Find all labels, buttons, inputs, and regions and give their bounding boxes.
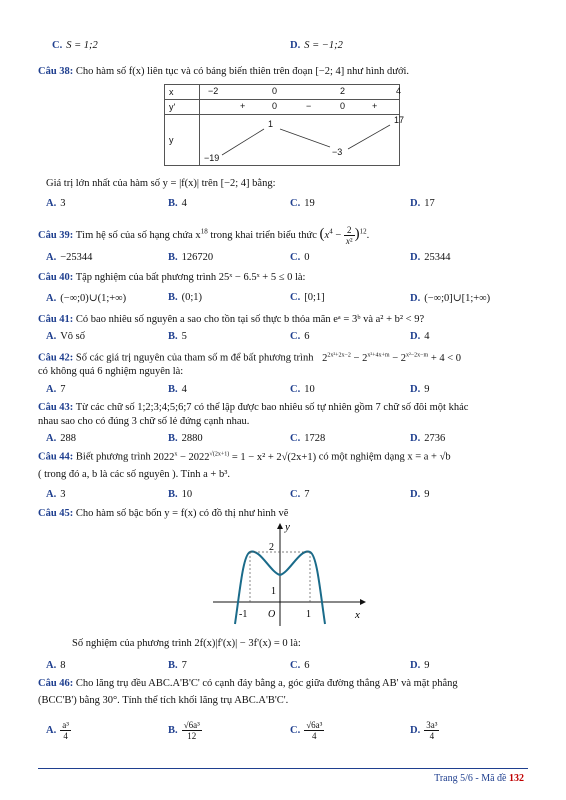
q44-option-a: A. 3 (46, 489, 66, 500)
q41-option-c: C. 6 (290, 331, 310, 342)
q39-text: Câu 39: Tìm hệ số của số hạng chứa $x^{18}$ trong khai triển biểu thức ($x^4$ − $\frac{2}{\text{x²}}$ )$^{12}$. (38, 225, 370, 246)
q41-option-d: D. 4 (410, 331, 430, 342)
q41-option-b: B. 5 (168, 331, 187, 342)
prev-option-c: C. S = 1;2 (52, 40, 98, 51)
table-yp-label: y' (165, 100, 200, 115)
q41-option-a: A. Vô số (46, 331, 86, 342)
q38-text: Câu 38: Cho hàm số f(x) liên tục và có bảng biến thiên trên đoạn [−2; 4] như hình dưới. (38, 66, 410, 77)
q44-option-b: B. 10 (168, 489, 193, 500)
q40-option-d: D. (−∞;0]∪[1;+∞) (410, 293, 491, 304)
q40-option-b: B. (0;1) (168, 292, 203, 303)
q45-option-b: B. 7 (168, 660, 187, 671)
q40-option-c: C. [0;1] (290, 292, 325, 303)
q44-text2: ( trong đó a, b là các số nguyên ). Tính a + b³. (38, 469, 230, 480)
q42-option-c: C. 10 (290, 384, 315, 395)
x-label: x (355, 609, 360, 621)
q38-option-a: A. 3 (46, 198, 66, 209)
q40-option-a: A. (−∞;0)∪(1;+∞) (46, 293, 127, 304)
q44-option-d: D. 9 (410, 489, 430, 500)
q38-option-c: C. 19 (290, 198, 315, 209)
q46-option-c: C. $\frac{\text{√6a³}}{4}$ (290, 720, 323, 741)
q46-text2: (BCC'B') bằng 30°. Tính thể tích khối lăng trụ ABC.A'B'C'. (38, 695, 289, 706)
q43-option-d: D. 2736 (410, 433, 446, 444)
q39-option-b: B. 126720 (168, 252, 214, 263)
origin-label: O (268, 609, 276, 620)
q46-option-b: B. $\frac{\text{√6a³}}{12}$ (168, 720, 200, 741)
table-y-label: y (165, 115, 200, 166)
variation-arrows (200, 115, 410, 165)
q43-text: Câu 43: Từ các chữ số 1;2;3;4;5;6;7 có thể lập được bao nhiêu số tự nhiên gồm 7 chữ số đôi một khác (38, 402, 469, 413)
q45-option-c: C. 6 (290, 660, 310, 671)
q43-option-c: C. 1728 (290, 433, 326, 444)
q44-option-c: C. 7 (290, 489, 310, 500)
q38-question: Giá trị lớn nhất của hàm số y = |f(x)| trên [−2; 4] bằng: (46, 178, 276, 189)
q46-option-d: D. $\frac{\text{3a³}}{4}$ (410, 720, 438, 741)
prev-option-d: D. S = −1;2 (290, 40, 343, 51)
q41-text: Câu 41: Có bao nhiêu số nguyên a sao cho tồn tại số thực b thỏa mãn eᵃ = 3ᵇ và a² + b² < 9? (38, 314, 425, 325)
q40-text: Câu 40: Tập nghiệm của bất phương trình 25ˣ − 6.5ˣ + 5 ≤ 0 là: (38, 272, 306, 283)
q42-text2: có không quá 6 nghiệm nguyên là: (38, 366, 184, 377)
variation-table: x −2 0 2 4 y' + 0 − 0 + y −19 1 −3 17 (164, 84, 400, 166)
q44-equation: $2022^x - 2022^{√(2x+1)} = 1 - x^2 + 2√(2x+1)$ (153, 451, 317, 463)
q45-question: Số nghiệm của phương trình 2f(x)|f'(x)| − 3f'(x) = 0 là: (72, 638, 301, 649)
q43-option-a: A. 288 (46, 433, 76, 444)
y-label: y (285, 521, 290, 533)
q42-option-b: B. 4 (168, 384, 187, 395)
page-footer: Trang 5/6 - Mã đề 132 (434, 773, 524, 784)
table-x-label: x (165, 85, 200, 100)
q39-option-d: D. 25344 (410, 252, 451, 263)
q42-text: Câu 42: Số các giá trị nguyên của tham số m để bất phương trình $2^{2x^2+2x-2} - 2^{x^2+4x+m} - 2^{x^2-2x-m} + 4 < 0$ (38, 352, 462, 364)
q43-option-b: B. 2880 (168, 433, 203, 444)
q43-text2: nhau sao cho có đúng 3 chữ số lẻ đứng cạnh nhau. (38, 416, 250, 427)
q45-text: Câu 45: Cho hàm số bậc bốn y = f(x) có đồ thị như hình vẽ (38, 508, 289, 519)
tick-1x: 1 (306, 609, 311, 620)
tick-2y: 2 (269, 542, 274, 553)
q46-text: Câu 46: Cho lăng trụ đều ABC.A'B'C' có cạnh đáy bằng a, góc giữa đường thẳng AB' và mặt phẳng (38, 678, 458, 689)
tick-neg1: -1 (239, 609, 248, 620)
q42-option-d: D. 9 (410, 384, 430, 395)
quartic-graph (205, 520, 375, 630)
q45-option-a: A. 8 (46, 660, 66, 671)
footer-rule (38, 768, 528, 769)
q38-option-b: B. 4 (168, 198, 187, 209)
tick-1y: 1 (271, 586, 276, 597)
q42-option-a: A. 7 (46, 384, 66, 395)
q42-inequality: $2^{2x^2+2x-2} - 2^{x^2+4x+m} - 2^{x^2-2x-m} + 4 < 0$ (322, 352, 462, 364)
q44-text: Câu 44: Biết phương trình $2022^x - 2022^{√(2x+1)} = 1 - x^2 + 2√(2x+1)$ có một nghiệm dạng x = a + √b (38, 451, 451, 463)
q39-option-c: C. 0 (290, 252, 310, 263)
q45-option-d: D. 9 (410, 660, 430, 671)
q38-option-d: D. 17 (410, 198, 435, 209)
q39-option-a: A. −25344 (46, 252, 93, 263)
q46-option-a: A. $\frac{\text{a³}}{4}$ (46, 720, 69, 741)
